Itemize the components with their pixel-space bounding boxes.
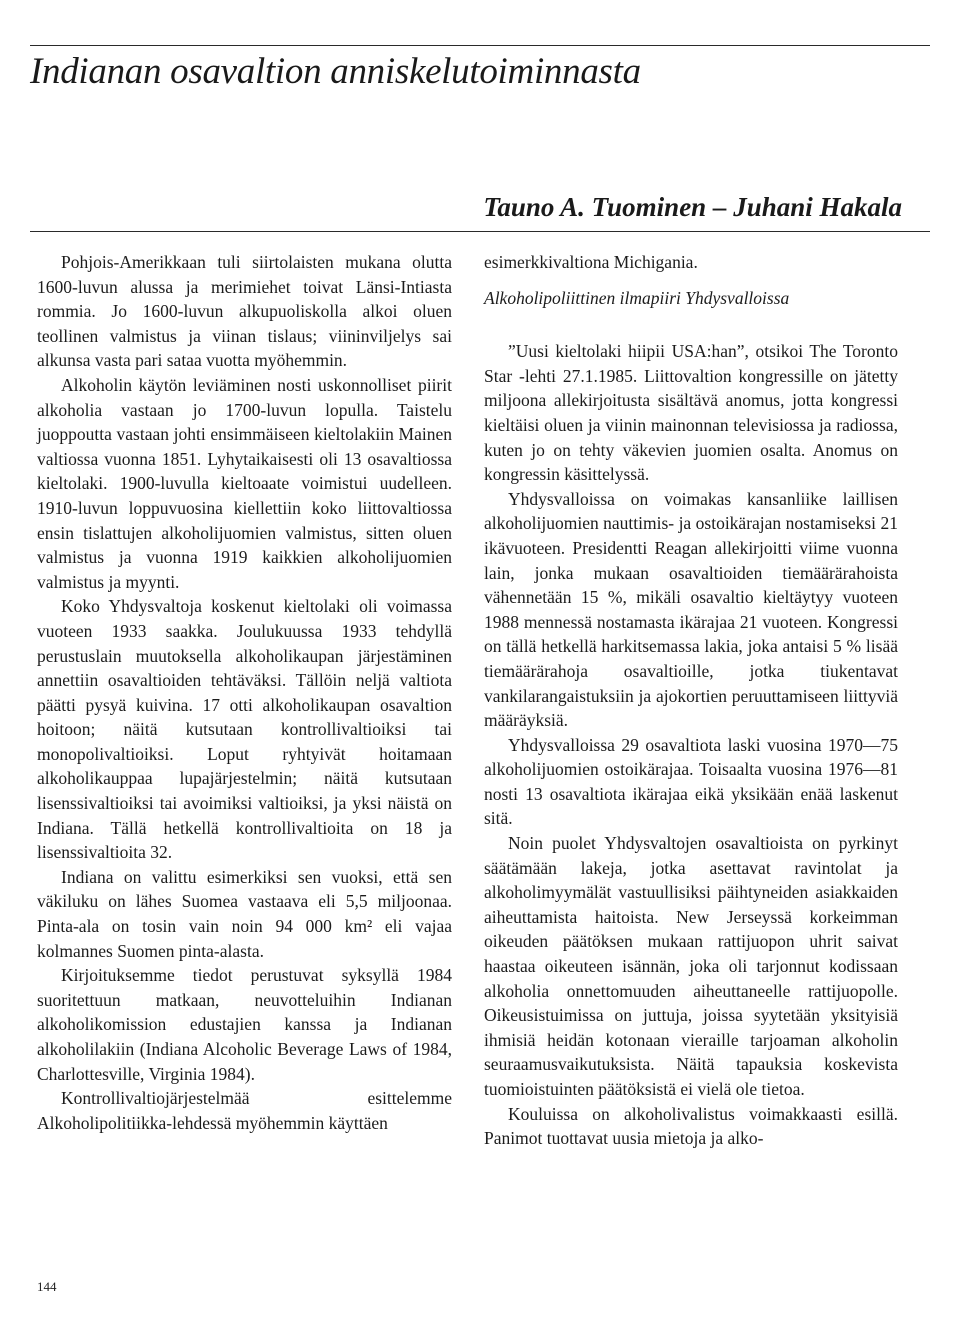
article-title: Indianan osavaltion anniskelutoiminnasta bbox=[30, 51, 641, 92]
body-paragraph: ”Uusi kieltolaki hiipii USA:han”, otsikoi The Toronto Star -lehti 27.1.1985. Liittovaltion kongressille on jätetty miljoona allekirjoitusta sisältävä anomus, jotta kongressi kieltäisi oluen ja viinin mainonnan televisiossa ja radiossa, kuten jo on tehty väkevien juomien osalta. Anomus on kongressin käsittelyssä. bbox=[484, 341, 898, 485]
body-paragraph: Alkoholin käytön leviäminen nosti uskonnolliset piirit alkoholia vastaan jo 1700-luvun lopulla. Taistelu juoppoutta vastaan johti ensimmäiseen kieltolakiin Mainen valtiossa vuonna 1851. Lyhytaikaisesti oli 13 osavaltiossa kieltolaki. 1900-luvulla kieltoaate voimistui uudelleen. 1910-luvun loppuvuosina kiellettiin koko liittovaltiossa ensin tislattujen alkoholijuomien valmistus, sitten oluen valmistus ja vuonna 1919 kaikkien alkoholijuomien valmistus ja myynti. bbox=[37, 374, 452, 592]
continued-paragraph: esimerkkivaltiona Michigania. bbox=[484, 252, 698, 272]
right-column bbox=[484, 250, 898, 1151]
body-paragraph: Kirjoituksemme tiedot perustuvat syksyllä 1984 suoritettuun matkaan, neuvotteluihin Indianan alkoholikomission edustajien kanssa ja Indianan alkoholilakiin (Indiana Alcoholic Beverage Laws of 1984, Charlottesville, Virginia 1984). bbox=[37, 965, 452, 1084]
body-paragraph: Yhdysvalloissa on voimakas kansanliike laillisen alkoholijuomien nauttimis- ja ostoikärajan nostamiseksi 21 ikävuoteen. Presidentti Reagan allekirjoitti viime vuonna lain, jonka mukaan osavaltioiden tiemäärärahoista vähennetään 15 %, mikäli osavaltio kieltäytyy vuoteen 1988 mennessä nostamasta ikärajaa 21 vuoteen. Kongressi on tällä hetkellä harkitsemassa lakia, joka antaisi 5 % lisää tiemäärärahoja osavaltioille, jotka tiukentavat vankilarangaistuksiin ja ajokortien peruuttamiseen liittyviä määräyksiä. bbox=[484, 488, 898, 731]
body-paragraph: Pohjois-Amerikkaan tuli siirtolaisten mukana olutta 1600-luvun alussa ja merimiehet toivat Länsi-Intiasta rommia. Jo 1600-luvun alkupuoliskolla alkoi oluen teollinen valmistus ja viinan tislaus; viininviljelys sai alkunsa vasta pari sataa vuotta myöhemmin. bbox=[37, 252, 452, 371]
section-subheading: Alkoholipoliittinen ilmapiiri Yhdysvalloissa bbox=[484, 287, 790, 308]
top-rule bbox=[30, 45, 930, 46]
body-paragraph: Yhdysvalloissa 29 osavaltiota laski vuosina 1970—75 alkoholijuomien ostoikärajaa. Toisaalta vuosina 1976—81 nosti 13 osavaltiota ikärajaa eikä yksikään enää laskenut sitä. bbox=[484, 734, 898, 829]
body-paragraph: Kouluissa on alkoholivalistus voimakkaasti esillä. Panimot tuottavat uusia mietoja ja alko- bbox=[484, 1103, 898, 1149]
page-number: 144 bbox=[37, 1279, 57, 1294]
body-paragraph: Kontrollivaltiojärjestelmää esittelemme Alkoholipolitiikka-lehdessä myöhemmin käyttäen bbox=[37, 1088, 452, 1133]
body-paragraph: Noin puolet Yhdysvaltojen osavaltioista on pyrkinyt säätämään lakeja, jotka asettavat ravintolat ja alkoholimyymälät vastuullisiksi päihtyneiden asiakkaiden aiheuttamista haitoista. New Jerseyssä korkeimman oikeuden päätöksen mukaan rattijuopon uhrit saivat haastaa oikeuteen isännän, joka oli tarjonnut kodissaan alkoholia onnettomuuden aiheuttaneelle rattijuopolle. Oikeusistuimissa on juttuja, joissa syytetään yksityisiä ihmisiä heidän kotonaan vieraille tarjoaman alkoholin seuraamusvaikutuksista. Näitä tapauksia koskevista tuomioistuinten päätöksistä ei vielä ole tietoa. bbox=[484, 833, 898, 1099]
header-rule bbox=[30, 231, 930, 232]
left-column bbox=[37, 250, 452, 1135]
body-paragraph: Indiana on valittu esimerkiksi sen vuoksi, että sen väkiluku on lähes Suomea vastaava eli 5,5 miljoonaa. Pinta-ala on tosin vain noin 94 000 km² eli vajaa kolmannes Suomen pinta-alasta. bbox=[37, 866, 452, 961]
article-authors: Tauno A. Tuominen – Juhani Hakala bbox=[483, 192, 902, 222]
body-paragraph: Koko Yhdysvaltoja koskenut kieltolaki oli voimassa vuoteen 1933 saakka. Joulukuussa 1933 tehdyllä perustuslain muutoksella alkoholikaupan järjestäminen annettiin osavaltioiden tehtäväksi. Tällöin neljä valtiota päätti pysyä kuivina. 17 otti alkoholikaupan osavaltion hoitoon; näitä kutsutaan kontrollivaltioiksi tai monopolivaltioiksi. Loput ryhtyivät hoitamaan alkoholikauppaa lupajärjestelmin; näitä kutsutaan lisenssivaltioiksi tai avoimiksi valtioiksi, ja yksi näistä on Indiana. Tällä hetkellä kontrollivaltioita on 18 ja lisenssivaltioita 32. bbox=[37, 596, 452, 863]
